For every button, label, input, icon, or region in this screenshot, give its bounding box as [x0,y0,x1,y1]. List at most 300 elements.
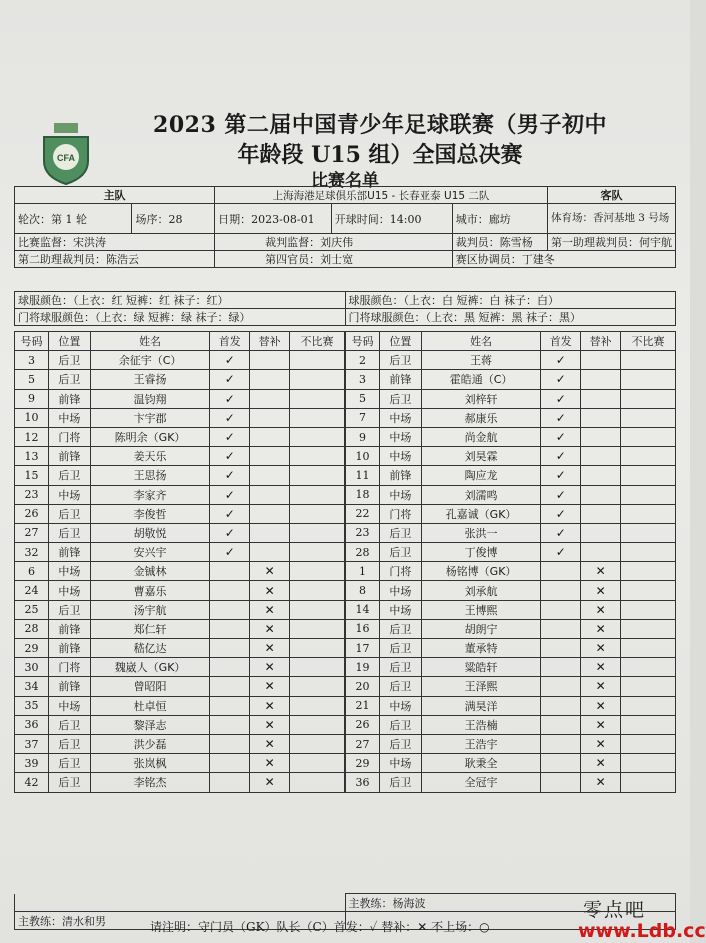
away-gk-kit-label: 门将球服颜色： [348,311,426,324]
player-name: 孔嘉诚（GK） [421,504,541,523]
substitute-mark [581,427,621,446]
match-date: 日期：2023-08-01 [215,204,332,234]
round: 轮次：第 1 轮 [15,204,132,234]
not-playing-mark [621,504,676,523]
not-playing-mark [621,562,676,581]
starter-mark [210,677,250,696]
player-name: 王泽熙 [421,677,541,696]
player-number: 30 [15,658,49,677]
starter-mark: ✓ [541,523,581,542]
player-row [15,600,345,619]
substitute-mark [581,504,621,523]
player-position: 后卫 [379,658,421,677]
substitute-mark [581,408,621,427]
not-playing-mark [621,447,676,466]
player-number: 22 [346,504,380,523]
player-number: 26 [346,715,380,734]
substitute-mark: ✕ [250,639,290,658]
player-name: 杜卓恒 [90,696,210,715]
starter-mark: ✓ [541,504,581,523]
player-name: 尚金航 [421,427,541,446]
player-row [15,370,345,389]
player-number: 24 [15,581,49,600]
away-label: 客队 [547,187,675,204]
not-playing-mark [290,523,345,542]
player-number: 15 [15,466,49,485]
starter-mark [541,677,581,696]
not-playing-mark [290,427,345,446]
player-row [346,696,676,715]
home-label: 主队 [15,187,215,204]
player-number: 18 [346,485,380,504]
fourth-official: 第四官员：刘士宽 [215,251,453,268]
player-row [15,715,345,734]
player-name: 丁俊博 [421,543,541,562]
player-name: 胡朗宁 [421,619,541,638]
starter-mark: ✓ [210,370,250,389]
player-name: 余征宇（C） [90,351,210,370]
player-position: 中场 [48,696,90,715]
player-number: 7 [346,408,380,427]
not-playing-mark [621,677,676,696]
starter-mark [210,619,250,638]
player-row [346,389,676,408]
starter-mark [210,658,250,677]
player-position: 前锋 [48,677,90,696]
player-position: 中场 [379,696,421,715]
player-position: 前锋 [379,370,421,389]
player-name: 曾昭阳 [90,677,210,696]
player-row [15,734,345,753]
not-playing-mark [621,600,676,619]
player-position: 后卫 [379,734,421,753]
away-kit-label: 球服颜色： [348,294,404,307]
player-row [15,754,345,773]
home-kit-value: （上衣：红 短裤：红 袜子：红） [73,294,229,307]
not-playing-mark [290,715,345,734]
substitute-mark: ✕ [250,715,290,734]
not-playing-mark [621,658,676,677]
player-number: 21 [346,696,380,715]
substitute-mark: ✕ [250,562,290,581]
substitute-mark: ✕ [581,696,621,715]
player-name: 陈明余（GK） [90,427,210,446]
substitute-mark: ✕ [250,677,290,696]
col-position: 位置 [48,332,90,351]
player-row [15,466,345,485]
not-playing-mark [621,370,676,389]
not-playing-mark [290,485,345,504]
player-row [15,658,345,677]
player-row [346,773,676,792]
not-playing-mark [621,523,676,542]
starter-mark [210,754,250,773]
starter-mark: ✓ [210,351,250,370]
player-name: 陶应龙 [421,466,541,485]
match-supervisor: 比赛监督：宋洪涛 [15,234,215,251]
home-player-table [14,331,345,793]
starter-mark [541,581,581,600]
starter-mark: ✓ [210,466,250,485]
kit-colours-table [14,291,676,326]
player-number: 9 [15,389,49,408]
kickoff-time: 开球时间：14:00 [331,204,452,234]
starter-mark: ✓ [541,370,581,389]
starter-mark: ✓ [210,485,250,504]
starter-mark [541,600,581,619]
player-number: 32 [15,543,49,562]
substitute-mark [581,351,621,370]
substitute-mark: ✕ [250,658,290,677]
not-playing-mark [621,466,676,485]
player-name: 嵇亿达 [90,639,210,658]
player-number: 27 [15,523,49,542]
player-position: 门将 [48,427,90,446]
substitute-mark: ✕ [581,562,621,581]
player-name: 李俊哲 [90,504,210,523]
away-header-row [346,332,676,351]
player-row [15,773,345,792]
substitute-mark: ✕ [250,773,290,792]
substitute-mark [250,389,290,408]
starter-mark: ✓ [210,504,250,523]
page-subtitle: 比赛名单 [311,171,379,191]
not-playing-mark [290,504,345,523]
player-position: 前锋 [48,543,90,562]
player-number: 29 [346,754,380,773]
player-name: 李铭杰 [90,773,210,792]
watermark-text: 零点吧 [583,899,647,921]
player-position: 中场 [48,485,90,504]
venue-coordinator: 赛区协调员：丁建冬 [452,251,675,268]
not-playing-mark [290,658,345,677]
player-number: 14 [346,600,380,619]
substitute-mark: ✕ [581,658,621,677]
player-number: 28 [15,619,49,638]
logo-text: CFA [57,153,75,163]
watermark-url: www.Ldb.cc [578,920,706,942]
not-playing-mark [290,351,345,370]
substitute-mark: ✕ [581,600,621,619]
city: 城市：廊坊 [452,204,547,234]
player-name: 魏崴人（GK） [90,658,210,677]
player-number: 5 [346,389,380,408]
player-name: 杨铭博（GK） [421,562,541,581]
player-number: 20 [346,677,380,696]
player-position: 前锋 [48,619,90,638]
player-row [15,447,345,466]
starter-mark: ✓ [210,447,250,466]
not-playing-mark [621,715,676,734]
player-number: 25 [15,600,49,619]
substitute-mark: ✕ [581,754,621,773]
starter-mark [541,639,581,658]
player-row [15,389,345,408]
player-row [346,715,676,734]
match-number: 场序：28 [132,204,215,234]
starter-mark [541,734,581,753]
player-position: 中场 [379,600,421,619]
substitute-mark [581,543,621,562]
referee: 裁判员：陈雪杨 [452,234,547,251]
player-name: 姜天乐 [90,447,210,466]
away-player-rows [346,351,676,792]
player-position: 中场 [379,447,421,466]
col-starter: 首发 [210,332,250,351]
player-position: 后卫 [379,389,421,408]
substitute-mark: ✕ [581,773,621,792]
player-number: 3 [346,370,380,389]
player-row [346,370,676,389]
starter-mark [541,658,581,677]
player-name: 粱皓轩 [421,658,541,677]
player-row [15,485,345,504]
starter-mark: ✓ [541,447,581,466]
starter-mark: ✓ [541,408,581,427]
starter-mark [541,696,581,715]
player-position: 中场 [379,754,421,773]
away-gk-kit-value: （上衣：黑 短裤：黑 袜子：黑） [425,311,581,324]
player-row [346,485,676,504]
substitute-mark: ✕ [250,619,290,638]
not-playing-mark [621,543,676,562]
starter-mark: ✓ [210,523,250,542]
player-position: 后卫 [379,773,421,792]
player-position: 后卫 [48,466,90,485]
substitute-mark: ✕ [581,619,621,638]
player-name: 卞宇郡 [90,408,210,427]
not-playing-mark [621,351,676,370]
player-number: 36 [346,773,380,792]
stadium: 体育场：香河基地 3 号场 [547,204,675,234]
player-number: 39 [15,754,49,773]
player-row [346,523,676,542]
player-position: 后卫 [379,619,421,638]
col-starter: 首发 [541,332,581,351]
player-name: 王睿扬 [90,370,210,389]
home-coach: 主教练：清水和男 [15,912,346,930]
starter-mark [541,619,581,638]
player-number: 3 [15,351,49,370]
starter-mark: ✓ [210,389,250,408]
substitute-mark [581,370,621,389]
player-position: 中场 [48,581,90,600]
not-playing-mark [290,639,345,658]
starter-mark: ✓ [541,543,581,562]
player-number: 13 [15,447,49,466]
starter-mark [210,639,250,658]
col-substitute: 替补 [250,332,290,351]
home-gk-kit-label: 门将球服颜色： [18,311,95,324]
player-position: 后卫 [48,351,90,370]
substitute-mark: ✕ [250,754,290,773]
player-name: 曹嘉乐 [90,581,210,600]
player-position: 门将 [379,562,421,581]
player-position: 后卫 [48,754,90,773]
player-position: 后卫 [379,543,421,562]
player-number: 34 [15,677,49,696]
player-row [15,581,345,600]
referee-supervisor: 裁判监督：刘庆伟 [215,234,453,251]
player-position: 后卫 [48,715,90,734]
starter-mark [541,773,581,792]
player-name: 李家齐 [90,485,210,504]
home-kit [15,292,346,309]
player-row [346,562,676,581]
starter-mark: ✓ [541,351,581,370]
substitute-mark: ✕ [250,696,290,715]
player-position: 后卫 [48,734,90,753]
legend-note: 请注明：守门员（GK）队长（C）首发：✓ 替补：✕ 不上场：○ [150,920,490,934]
player-name: 温钧翔 [90,389,210,408]
player-row [346,639,676,658]
player-number: 5 [15,370,49,389]
not-playing-mark [290,389,345,408]
player-position: 后卫 [379,639,421,658]
substitute-mark [250,466,290,485]
player-number: 17 [346,639,380,658]
not-playing-mark [621,639,676,658]
assistant-referee-1: 第一助理裁判员：何宇航 [547,234,675,251]
not-playing-mark [290,370,345,389]
player-row [346,447,676,466]
player-name: 耿秉全 [421,754,541,773]
not-playing-mark [290,466,345,485]
player-row [346,427,676,446]
player-row [15,523,345,542]
player-name: 王浩宇 [421,734,541,753]
starter-mark [210,715,250,734]
player-name: 张洪一 [421,523,541,542]
col-not-playing: 不比赛 [290,332,345,351]
player-name: 王思扬 [90,466,210,485]
not-playing-mark [290,619,345,638]
not-playing-mark [621,581,676,600]
home-kit-label: 球服颜色： [18,294,73,307]
substitute-mark [250,523,290,542]
player-number: 29 [15,639,49,658]
substitute-mark [581,523,621,542]
player-number: 11 [346,466,380,485]
player-row [15,543,345,562]
substitute-mark [581,485,621,504]
not-playing-mark [290,773,345,792]
substitute-mark [250,408,290,427]
player-position: 后卫 [379,351,421,370]
away-coach: 主教练：杨海波 [345,894,676,912]
starter-mark: ✓ [210,427,250,446]
away-gk-kit [345,309,676,326]
not-playing-mark [621,389,676,408]
player-position: 门将 [379,504,421,523]
starter-mark [210,773,250,792]
col-not-playing: 不比赛 [621,332,676,351]
player-name: 王博熙 [421,600,541,619]
player-row [346,581,676,600]
player-position: 前锋 [48,447,90,466]
player-name: 黎泽志 [90,715,210,734]
player-row [346,543,676,562]
player-number: 19 [346,658,380,677]
player-row [346,466,676,485]
player-row [15,639,345,658]
away-kit [345,292,676,309]
col-position: 位置 [379,332,421,351]
not-playing-mark [290,562,345,581]
not-playing-mark [290,696,345,715]
player-name: 胡敬悦 [90,523,210,542]
player-position: 后卫 [48,773,90,792]
starter-mark [210,581,250,600]
player-position: 中场 [48,562,90,581]
not-playing-mark [290,600,345,619]
player-number: 42 [15,773,49,792]
player-position: 后卫 [379,523,421,542]
starter-mark: ✓ [210,543,250,562]
player-number: 9 [346,427,380,446]
player-row [346,658,676,677]
player-row [15,351,345,370]
substitute-mark: ✕ [581,715,621,734]
substitute-mark [581,447,621,466]
substitute-mark: ✕ [250,581,290,600]
player-row [15,427,345,446]
player-name: 刘梓轩 [421,389,541,408]
substitute-mark [250,370,290,389]
not-playing-mark [621,734,676,753]
player-row [346,600,676,619]
substitute-mark: ✕ [581,734,621,753]
player-row [15,504,345,523]
player-row [15,619,345,638]
substitute-mark: ✕ [581,677,621,696]
title-line-2: 年龄段 U15 组）全国总决赛 [237,142,523,168]
substitute-mark [250,504,290,523]
not-playing-mark [290,677,345,696]
player-position: 中场 [48,408,90,427]
starter-mark [541,715,581,734]
player-row [346,754,676,773]
not-playing-mark [621,427,676,446]
substitute-mark [250,351,290,370]
player-row [15,408,345,427]
not-playing-mark [290,408,345,427]
starter-mark [210,600,250,619]
starter-mark: ✓ [210,408,250,427]
col-name: 姓名 [421,332,541,351]
player-position: 后卫 [379,715,421,734]
substitute-mark [581,466,621,485]
substitute-mark: ✕ [581,581,621,600]
home-player-rows [15,351,345,792]
player-row [346,619,676,638]
substitute-mark [250,447,290,466]
player-position: 前锋 [48,389,90,408]
away-player-table [345,331,676,793]
not-playing-mark [621,773,676,792]
home-gk-kit-value: （上衣：绿 短裤：绿 袜子：绿） [95,311,251,324]
player-name: 董承特 [421,639,541,658]
not-playing-mark [290,543,345,562]
player-row [15,677,345,696]
player-number: 37 [15,734,49,753]
player-position: 中场 [379,408,421,427]
starter-mark: ✓ [541,485,581,504]
player-number: 6 [15,562,49,581]
player-row [346,504,676,523]
not-playing-mark [621,619,676,638]
substitute-mark [250,485,290,504]
